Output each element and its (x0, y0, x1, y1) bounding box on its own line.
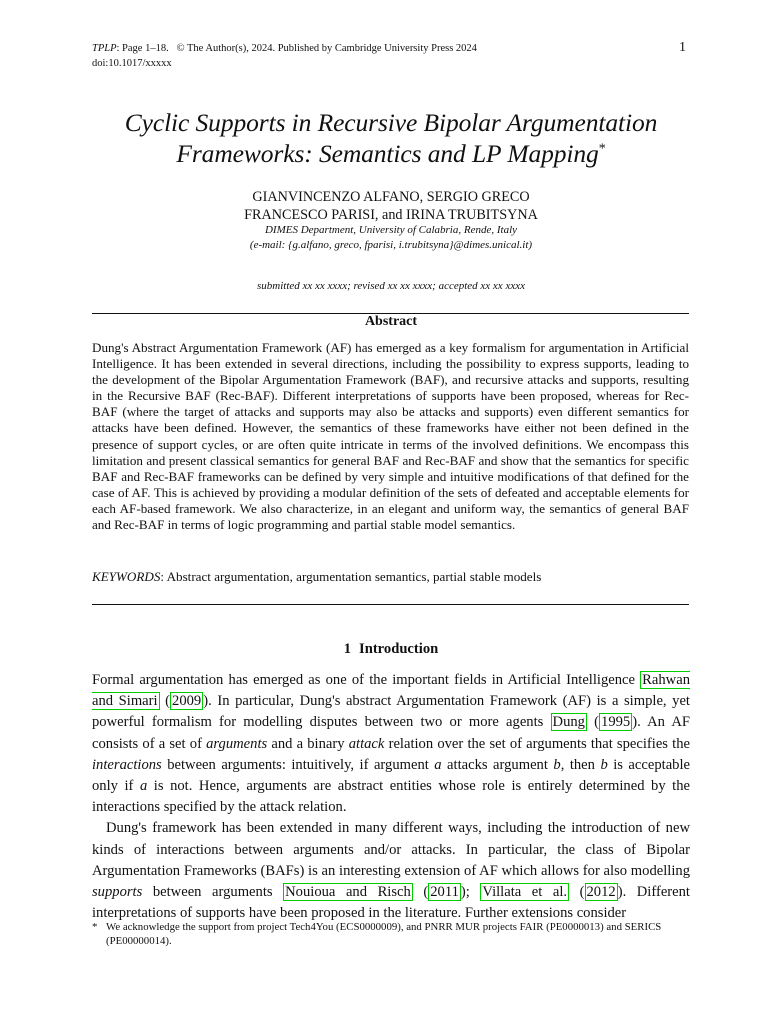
abstract-bottom-rule (92, 604, 689, 605)
citation-link[interactable]: Dung (552, 714, 585, 731)
running-header (92, 41, 477, 71)
text-run: . Different interpretations of supports have been proposed in the literature. Further extensions consider (92, 884, 690, 922)
emphasis: arguments (206, 735, 268, 752)
authors-line-2: FRANCESCO PARISI, and IRINA TRUBITSYNA (244, 206, 538, 223)
text-run: between arguments: intuitively, if argument (161, 756, 435, 773)
footnote (92, 920, 690, 948)
paper-title (92, 107, 690, 169)
citation-year-link[interactable]: 2011 (430, 884, 459, 901)
citation-link[interactable]: Rahwan and Simari (92, 672, 690, 710)
section-number: 1 (343, 641, 352, 657)
abstract-heading: Abstract (364, 314, 418, 329)
text-run: and a binary (267, 735, 349, 752)
text-run: is acceptable only if (92, 756, 690, 795)
citation-link[interactable]: Nouioua and Risch (285, 884, 411, 901)
footnote-text: We acknowledge the support from project Tech4You (ECS0000009), and PNRR MUR projects FAIR (PE0000013) and SERICS (PE00000014). (106, 921, 662, 947)
title-line-1: Cyclic Supports in Recursive Bipolar Argumentation (124, 108, 658, 137)
intro-paragraph-2: Dung's framework has been extended in many different ways, including the introduction of new kinds of interactions between arguments and/or attacks. In particular, the class of Bipolar Argumentation Frameworks (BAFs) is an interesting extension of AF which allows for also modelling supports between arguments Nouioua and Risch ( 2011 ); Villata et al. ( 2012 ). Different interpretations of supports have been proposed in the literature. Further extensions consider (92, 820, 690, 922)
section-title: Introduction (359, 641, 439, 657)
text-run: . In particular, Dung's abstract Argumentation Framework (AF) is a simple, yet powerful formalism for modelling disputes between two or more agents (92, 693, 690, 731)
header-copyright: © The Author(s), 2024. Published by Cambridge University Press 2024 (176, 43, 477, 54)
text-run: between arguments (142, 884, 284, 901)
text-run: is not. Hence, arguments are abstract entities whose role is entirely determined by the interactions specified by the attack relation. (92, 778, 690, 816)
keywords (92, 569, 689, 585)
author-list (92, 189, 690, 224)
title-line-2 (92, 138, 690, 169)
text-run: ; (465, 884, 481, 901)
emphasis: supports (92, 884, 143, 901)
author-emails: (e-mail: {g.alfano, greco, fparisi, i.trubitsyna}@dimes.unical.it) (249, 239, 533, 251)
keywords-label: KEYWORDS (92, 569, 161, 584)
authors-line-1: GIANVINCENZO ALFANO, SERGIO GRECO (252, 189, 530, 205)
text-run: Formal argumentation has emerged as one of the important fields in Artificial Intelligence (92, 672, 641, 688)
text-run: . An AF consists of a set of (92, 714, 691, 752)
math-variable: b (553, 756, 561, 773)
header-pages: : Page 1–18. (116, 43, 169, 54)
title-line-2-text: Frameworks: Semantics and LP Mapping (176, 139, 599, 168)
header-doi: doi:10.1017/xxxxx (92, 58, 172, 69)
introduction-body (92, 670, 690, 924)
keywords-text: : Abstract argumentation, argumentation semantics, partial stable models (160, 569, 542, 584)
page-number: 1 (679, 40, 686, 55)
citation-year-link[interactable]: 2012 (586, 884, 616, 901)
citation-link[interactable]: Villata et al. (482, 884, 568, 901)
intro-paragraph-1: Formal argumentation has emerged as one of the important fields in Artificial Intelligence Rahwan and Simari ( 2009 ). In particular, Dung's abstract Argumentation Framework (AF) is a simple, yet powerful formalism for modelling disputes between two or more agents Dung ( 1995 ). An AF consists of a set of arguments and a binary attack relation over the set of arguments that specifies the interactions between arguments: intuitively, if argument a attacks argument b, then b is acceptable only if a is not. Hence, arguments are abstract entities whose role is entirely determined by the interactions specified by the attack relation. (92, 672, 691, 816)
journal-name: TPLP (92, 43, 117, 54)
emphasis: interactions (92, 756, 162, 773)
math-variable: b (600, 756, 608, 773)
citation-year-link[interactable]: 1995 (601, 714, 631, 731)
affiliation (92, 223, 690, 253)
title-footnote-marker[interactable]: * (598, 141, 606, 157)
department: DIMES Department, University of Calabria, Rende, Italy (264, 224, 518, 236)
math-variable: a (139, 778, 148, 795)
footnote-marker: * (92, 921, 98, 933)
citation-year-link[interactable]: 2009 (172, 693, 202, 710)
text-run: , then (560, 756, 601, 773)
section-heading-introduction (92, 641, 690, 658)
submission-dates: submitted xx xx xxxx; revised xx xx xxxx; accepted xx xx xxxx (257, 280, 525, 292)
text-run: attacks argument (441, 756, 554, 773)
text-run: Dung's framework has been extended in many different ways, including the introduction of new kinds of interactions between arguments and/or attacks. In particular, the class of Bipolar Argumentation Frameworks (BAFs) is an interesting extension of AF which allows for also modelling (92, 820, 690, 879)
abstract-text: Dung's Abstract Argumentation Framework (AF) has emerged as a key formalism for argumentation in Artificial Intelligence. It has been extended in several directions, including the possibility to express supports, leading to the development of the Bipolar Argumentation Framework (BAF), and recursive attacks and supports, resulting in the Recursive BAF (Rec-BAF). Different interpretations of supports have been proposed, whereas for Rec-BAF (where the target of attacks and supports may also be attacks and supports) even different semantics for attacks have been defined. However, the semantics of these frameworks have either not been defined in the presence of support cycles, or are often quite intricate in terms of the involved definitions. We encompass this limitation and present classical semantics for general BAF and Rec-BAF and show that the semantics for specific BAF and Rec-BAF frameworks can be defined by very simple and intuitive modifications of that defined for the case of AF. This is achieved by providing a modular definition of the sets of defeated and acceptable elements for each AF-based framework. We also characterize, in an elegant and uniform way, the semantics of general BAF and Rec-BAF in terms of logic programming and partial stable model semantics. (92, 340, 689, 533)
text-run: relation over the set of arguments that specifies the (384, 735, 690, 752)
header-line-1 (92, 41, 477, 56)
emphasis: attack (348, 735, 385, 752)
math-variable: a (434, 756, 442, 773)
